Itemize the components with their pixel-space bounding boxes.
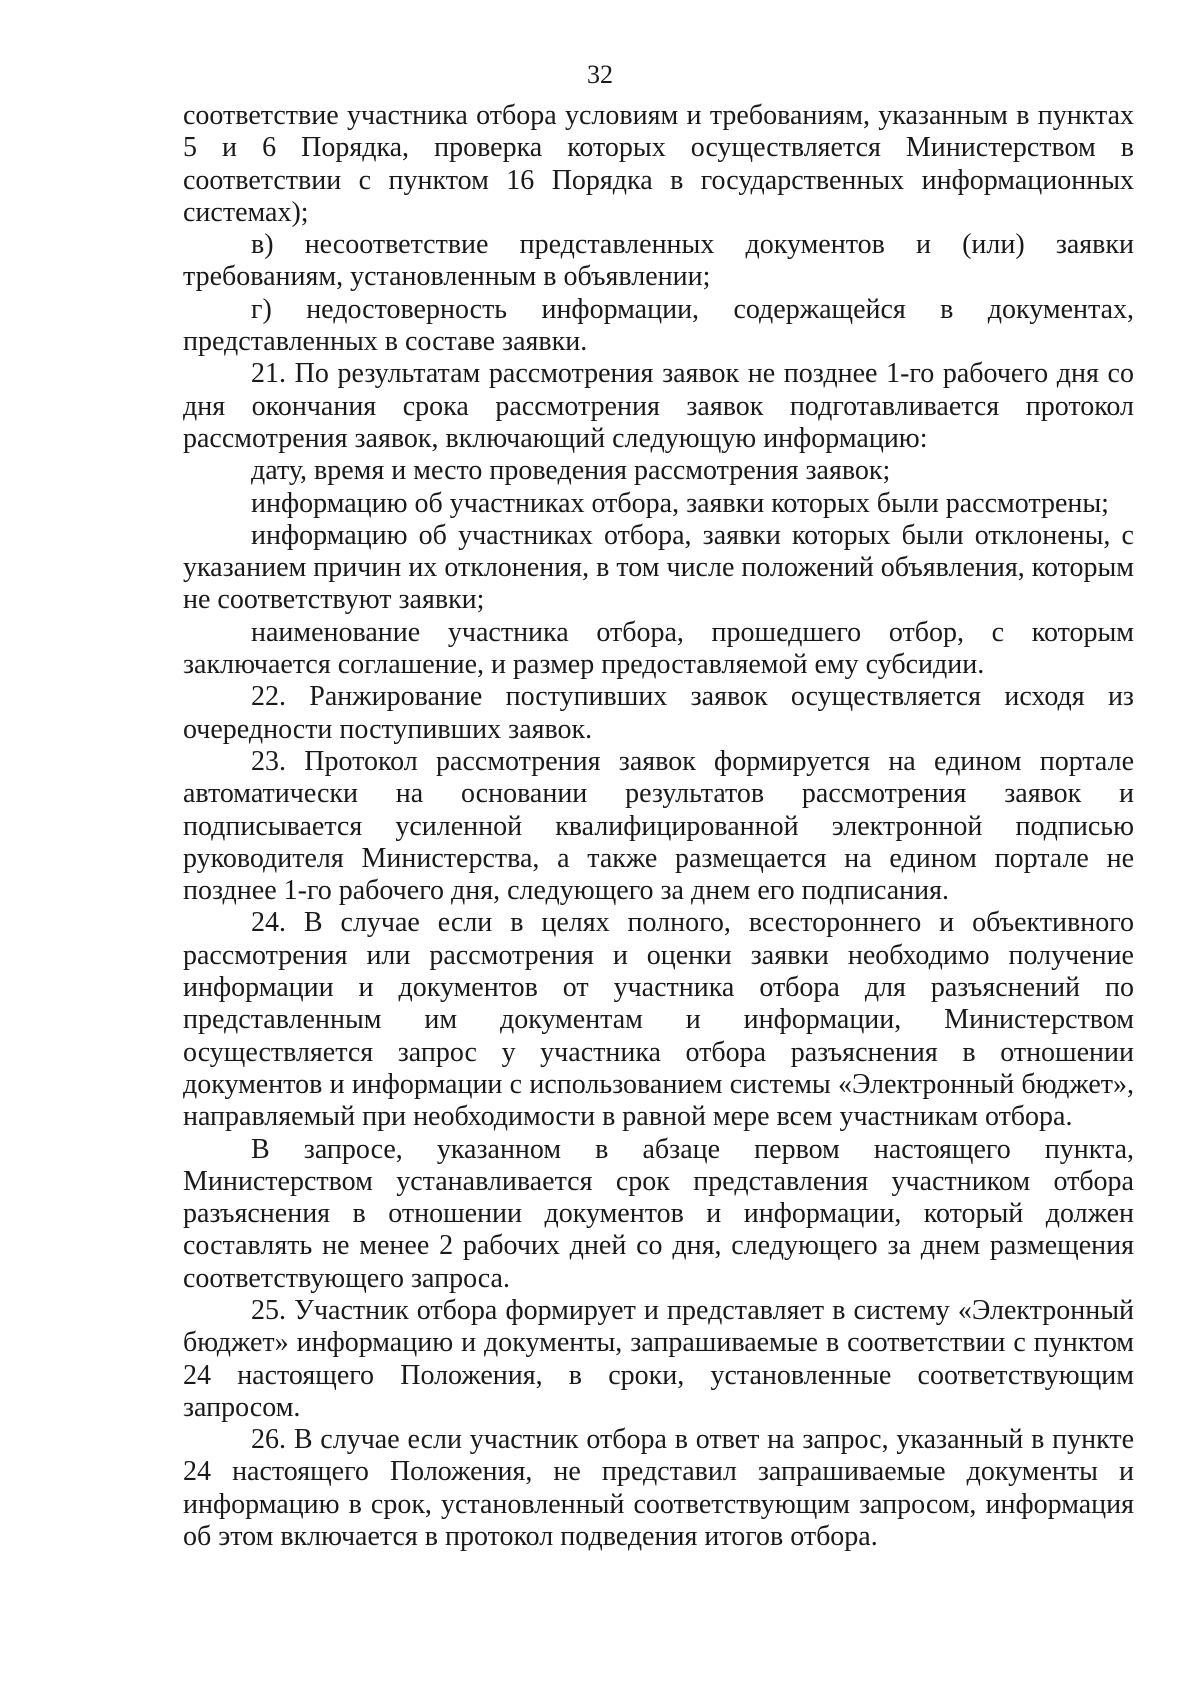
- paragraph-item-g: г) недостоверность информации, содержащейся в документах, представленных в составе заявки.: [183, 293, 1134, 358]
- paragraph-21-winner: наименование участника отбора, прошедшего отбор, с которым заключается соглашение, и размер предоставляемой ему субсидии.: [183, 616, 1134, 681]
- paragraph-21-rejected: информацию об участниках отбора, заявки которых были отклонены, с указанием причин их отклонения, в том числе положений объявления, которым не соответствуют заявки;: [183, 519, 1134, 616]
- paragraph-25: 25. Участник отбора формирует и представляет в систему «Электронный бюджет» информацию и документы, запрашиваемые в соответствии с пунктом 24 настоящего Положения, в сроки, установленные соответствующим запросом.: [183, 1294, 1134, 1423]
- paragraph-conformity-continuation: соответствие участника отбора условиям и требованиям, указанным в пунктах 5 и 6 Порядка, проверка которых осуществляется Министерством в соответствии с пунктом 16 Порядка в государственных информационных системах);: [183, 100, 1134, 228]
- paragraph-item-v: в) несоответствие представленных документов и (или) заявки требованиям, установленным в объявлении;: [183, 229, 1134, 293]
- paragraph-21-reviewed: информацию об участниках отбора, заявки которых были рассмотрены;: [251, 487, 1109, 519]
- paragraph-24-request: В запросе, указанном в абзаце первом настоящего пункта, Министерством устанавливается срок представления участником отбора разъяснения в отношении документов и информации, который должен составлять не менее 2 рабочих дней со дня, следующего за днем размещения соответствующего запроса.: [183, 1133, 1134, 1294]
- page-number: 32: [587, 60, 613, 89]
- document-body: [183, 100, 1134, 1553]
- paragraph-24: 24. В случае если в целях полного, всестороннего и объективного рассмотрения или рассмотрения и оценки заявки необходимо получение информации и документов от участника отбора для разъяснений по представленным им документам и информации, Министерством осуществляется запрос у участника отбора разъяснения в отношении документов и информации с использованием системы «Электронный бюджет», направляемый при необходимости в равной мере всем участникам отбора.: [183, 907, 1134, 1133]
- paragraph-21-date: дату, время и место проведения рассмотрения заявок;: [251, 455, 891, 487]
- paragraph-21: 21. По результатам рассмотрения заявок не позднее 1-го рабочего дня со дня окончания срока рассмотрения заявок подготавливается протокол рассмотрения заявок, включающий следующую информацию:: [183, 358, 1134, 454]
- paragraph-22: 22. Ранжирование поступивших заявок осуществляется исходя из очередности поступивших заявок.: [183, 681, 1134, 745]
- paragraph-26: 26. В случае если участник отбора в ответ на запрос, указанный в пункте 24 настоящего Положения, не представил запрашиваемые документы и информацию в срок, установленный соответствующим запросом, информация об этом включается в протокол подведения итогов отбора.: [183, 1424, 1134, 1553]
- paragraph-23: 23. Протокол рассмотрения заявок формируется на едином портале автоматически на основании результатов рассмотрения заявок и подписывается усиленной квалифицированной электронной подписью руководителя Министерства, а также размещается на едином портале не позднее 1-го рабочего дня, следующего за днем его подписания.: [183, 745, 1134, 907]
